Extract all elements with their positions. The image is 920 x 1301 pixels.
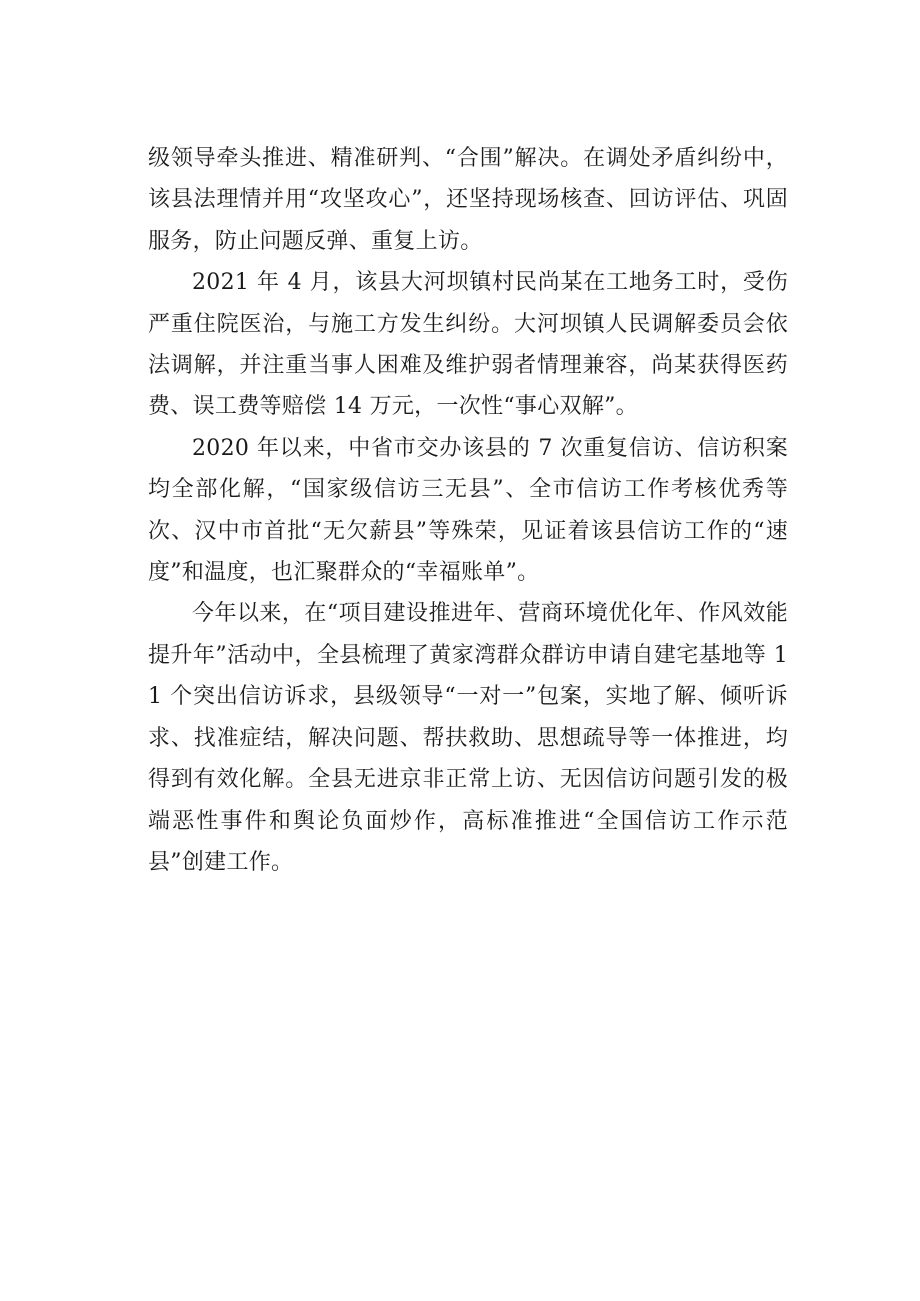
article-body (148, 138, 788, 883)
paragraph-dahebazhen-case: 2021 年 4 月，该县大河坝镇村民尚某在工地务工时，受伤严重住院医治，与施工方发生纠纷。大河坝镇人民调解委员会依法调解，并注重当事人困难及维护弱者情理兼容，尚某获得医药费、误工费等赔偿 14 万元，一次性“事心双解”。 (148, 270, 788, 420)
paragraph-this-year: 今年以来，在“项目建设推进年、营商环境优化年、作风效能提升年”活动中，全县梳理了黄家湾群众群访申请自建宅基地等 11 个突出信访诉求，县级领导“一对一”包案，实地了解、倾听诉求、找准症结，解决问题、帮扶救助、思想疏导等一体推进，均得到有效化解。全县无进京非正常上访、无因信访问题引发的极端恶性事件和舆论负面炒作，高标准推进“全国信访工作示范县”创建工作。 (148, 601, 788, 875)
paragraph-continuation: 级领导牵头推进、精准研判、“合围”解决。在调处矛盾纠纷中，该县法理情并用“攻坚攻心”，还坚持现场核查、回访评估、巩固服务，防止问题反弹、重复上访。 (148, 146, 788, 254)
paragraph-since-2020: 2020 年以来，中省市交办该县的 7 次重复信访、信访积案均全部化解，“国家级信访三无县”、全市信访工作考核优秀等次、汉中市首批“无欠薪县”等殊荣，见证着该县信访工作的“速度”和温度，也汇聚群众的“幸福账单”。 (148, 435, 788, 586)
